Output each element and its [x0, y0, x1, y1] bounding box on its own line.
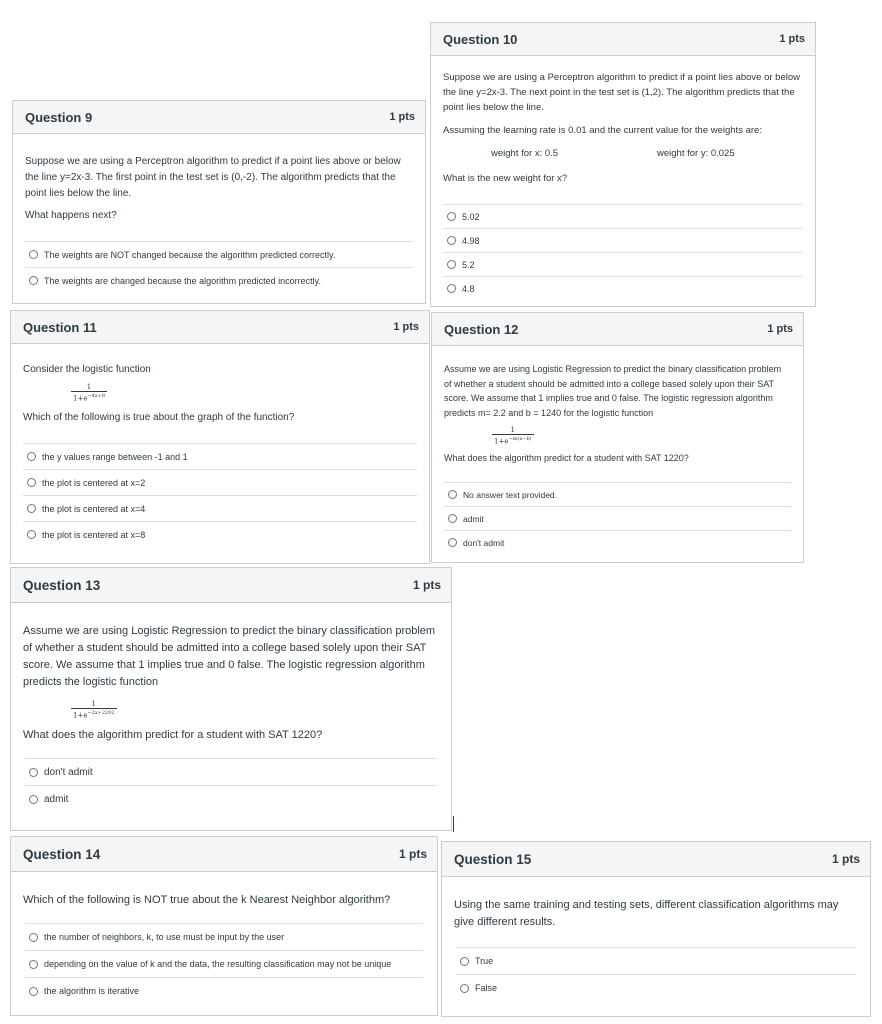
answer-list: [11, 758, 451, 812]
question-prompt: What does the algorithm predict for a student with SAT 1220?: [444, 453, 689, 464]
question-body: [11, 344, 429, 443]
formula-exponent: −4x+8: [87, 393, 106, 399]
logistic-formula: [492, 426, 534, 445]
formula-base: 1+e: [73, 711, 88, 720]
answer-option[interactable]: [443, 252, 803, 276]
question-points: 1 pts: [412, 578, 441, 592]
question-body: [13, 134, 425, 241]
radio-button[interactable]: [29, 960, 38, 969]
answer-list: [442, 947, 870, 1001]
radio-button[interactable]: [29, 933, 38, 942]
answer-option[interactable]: [444, 482, 791, 506]
question-body: [11, 872, 437, 923]
question-header: [431, 23, 815, 56]
answer-list: [11, 923, 437, 1004]
question-text: Suppose we are using a Perceptron algorithm to predict if a point lies above or below the line y=2x-3. The next point in the test set is (1,2). The algorithm predicts that the point lies below the line.: [443, 72, 800, 113]
question-prompt: What does the algorithm predict for a student with SAT 1220?: [23, 729, 323, 742]
question-11-card: [10, 310, 430, 564]
question-points: 1 pts: [393, 321, 419, 333]
question-title: Question 9: [25, 109, 93, 125]
answer-option[interactable]: [456, 947, 856, 974]
formula-numerator: 1: [510, 426, 515, 434]
answer-option[interactable]: [23, 495, 417, 521]
question-points: 1 pts: [767, 323, 793, 335]
radio-button[interactable]: [447, 284, 456, 293]
question-prompt: Which of the following is true about the graph of the function?: [23, 412, 295, 424]
radio-button[interactable]: [27, 504, 36, 513]
answer-label: 4.8: [462, 283, 475, 294]
answer-option[interactable]: [443, 276, 803, 300]
formula-base: 1+e: [494, 437, 509, 446]
weights-row: [443, 146, 803, 161]
question-header: [432, 313, 803, 346]
question-title: Question 10: [443, 31, 518, 47]
question-text: Consider the logistic function: [23, 364, 151, 375]
answer-label: No answer text provided.: [463, 489, 558, 500]
formula-exponent: −2x+2202: [87, 710, 115, 716]
question-prompt: What is the new weight for x?: [443, 173, 568, 184]
logistic-formula: [71, 700, 117, 719]
question-text: Assume we are using Logistic Regression to predict the binary classification problem of whether a student should be admitted into a college based solely upon their SAT score. We assume that 1 implies true and 0 false. The logistic regression algorithm predicts the logistic function: [23, 625, 436, 688]
question-text: Assume we are using Logistic Regression to predict the binary classification problem of whether a student should be admitted into a college based solely upon their SAT score. We assume that 1 implies true and 0 false. The logistic regression algorithm predicts m= 2.2 and b = 1240 for the logistic function: [444, 364, 782, 418]
answer-list: [13, 241, 425, 293]
radio-button[interactable]: [447, 236, 456, 245]
answer-label: the y values range between -1 and 1: [42, 451, 188, 462]
answer-option[interactable]: [25, 977, 423, 1004]
formula-exponent: −m(x−b): [508, 436, 532, 442]
answer-option[interactable]: [25, 267, 413, 293]
formula-base: 1+e: [73, 394, 88, 403]
radio-button[interactable]: [27, 530, 36, 539]
answer-label: don't admit: [463, 537, 505, 548]
formula-denominator: [71, 708, 117, 719]
radio-button[interactable]: [27, 478, 36, 487]
radio-button[interactable]: [29, 250, 38, 259]
formula-denominator: [71, 391, 107, 402]
question-body: [432, 346, 803, 482]
answer-option[interactable]: [25, 758, 437, 785]
radio-button[interactable]: [29, 795, 38, 804]
answer-option[interactable]: [444, 506, 791, 530]
answer-label: False: [475, 983, 498, 993]
answer-label: the algorithm is iterative: [44, 986, 140, 996]
answer-option[interactable]: [23, 469, 417, 495]
question-points: 1 pts: [831, 852, 860, 866]
question-10-card: [430, 22, 816, 307]
answer-label: The weights are NOT changed because the algorithm predicted correctly.: [44, 249, 336, 260]
answer-list: [431, 204, 815, 300]
weight-x: weight for x: 0.5: [491, 148, 559, 159]
radio-button[interactable]: [447, 260, 456, 269]
question-title: Question 11: [23, 319, 97, 335]
answer-label: 5.02: [462, 211, 480, 222]
logistic-formula: [71, 383, 107, 402]
answer-option[interactable]: [25, 950, 423, 977]
answer-label: 5.2: [462, 259, 475, 270]
question-prompt: Which of the following is NOT true about the k Nearest Neighbor algorithm?: [23, 894, 391, 906]
radio-button[interactable]: [460, 957, 469, 966]
question-header: [13, 101, 425, 134]
answer-label: The weights are changed because the algorithm predicted incorrectly.: [44, 275, 321, 286]
weight-y: weight for y: 0.025: [657, 148, 735, 159]
question-body: [431, 56, 815, 204]
radio-button[interactable]: [448, 538, 457, 547]
radio-button[interactable]: [460, 984, 469, 993]
question-title: Question 13: [23, 577, 101, 593]
radio-button[interactable]: [27, 452, 36, 461]
radio-button[interactable]: [29, 987, 38, 996]
question-body: [11, 603, 451, 758]
question-points: 1 pts: [779, 33, 805, 45]
answer-option[interactable]: [443, 228, 803, 252]
question-13-card: [10, 567, 452, 831]
answer-label: 4.98: [462, 235, 480, 246]
formula-numerator: 1: [91, 700, 97, 708]
answer-label: depending on the value of k and the data, the resulting classification may not be unique: [44, 959, 392, 969]
question-points: 1 pts: [389, 111, 415, 123]
question-header: [11, 311, 429, 344]
answer-label: the plot is centered at x=4: [42, 503, 146, 514]
question-body: [442, 877, 870, 947]
answer-label: the number of neighbors, k, to use must be input by the user: [44, 932, 285, 942]
formula-numerator: 1: [86, 383, 92, 391]
answer-list: [11, 443, 429, 547]
answer-option[interactable]: [23, 521, 417, 547]
question-12-card: [431, 312, 804, 563]
answer-option[interactable]: [23, 443, 417, 469]
answer-option[interactable]: [456, 974, 856, 1001]
answer-label: the plot is centered at x=2: [42, 477, 146, 488]
radio-button[interactable]: [448, 514, 457, 523]
radio-button[interactable]: [29, 768, 38, 777]
answer-option[interactable]: [25, 923, 423, 950]
question-15-card: [441, 841, 871, 1017]
formula-denominator: [492, 434, 534, 445]
question-prompt: Using the same training and testing sets, different classification algorithms may give different results.: [454, 899, 839, 928]
divider-line: [453, 816, 454, 832]
question-header: [11, 568, 451, 603]
radio-button[interactable]: [29, 276, 38, 285]
question-9-card: [12, 100, 426, 304]
answer-label: don't admit: [44, 766, 93, 778]
question-title: Question 15: [454, 851, 532, 867]
answer-label: the plot is centered at x=8: [42, 529, 146, 540]
answer-label: True: [475, 956, 494, 966]
answer-option[interactable]: [25, 241, 413, 267]
answer-option[interactable]: [443, 204, 803, 228]
answer-label: admit: [463, 513, 484, 524]
question-14-card: [10, 836, 438, 1016]
answer-list: [432, 482, 803, 554]
answer-option[interactable]: [444, 530, 791, 554]
answer-label: admit: [44, 793, 69, 805]
question-text: Suppose we are using a Perceptron algorithm to predict if a point lies above or below the line y=2x-3. The first point in the test set is (0,-2). The algorithm predicts that the point lies below the line.: [25, 156, 401, 199]
question-prompt: What happens next?: [25, 210, 117, 221]
radio-button[interactable]: [448, 490, 457, 499]
question-title: Question 14: [23, 846, 101, 862]
radio-button[interactable]: [447, 212, 456, 221]
question-title: Question 12: [444, 321, 519, 337]
question-header: [11, 837, 437, 872]
answer-option[interactable]: [25, 785, 437, 812]
question-text-weights: Assuming the learning rate is 0.01 and the current value for the weights are:: [443, 125, 762, 136]
question-header: [442, 842, 870, 877]
question-points: 1 pts: [398, 847, 427, 861]
